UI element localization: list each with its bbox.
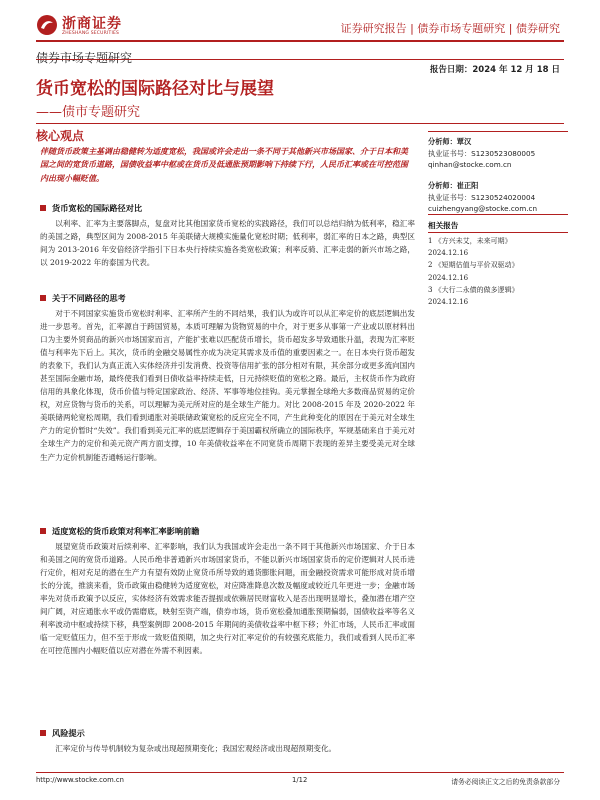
analyst-cert: 执业证书号：S1230523080005 <box>428 148 536 158</box>
sidebar-divider <box>428 232 568 233</box>
square-bullet-icon <box>40 205 46 211</box>
analyst-cert: 执业证书号：S1230524020004 <box>428 192 536 202</box>
section-paragraph: 展望宽货币政策对后续利率、汇率影响，我们认为我国或许会走出一条不同于其他新兴市场国家、介于日本和美国之间的宽货币道路。人民币绝非普通新兴市场国家货币，不能以新兴市场国家货币的定价逻辑对人民币进行定价，相对充足的潜在生产力有望有效防止宽货币所导致的通货膨胀问题，而金融投资需求可能形成对货币增长的分流，推演来看，货币政策由稳健转为适度宽松，对应降准降息次数及幅度或较近几年更进一步；金融市场率先对货币政策予以反应，实体经济有效需求能否提振或依赖居民财富收入是否出现明显增长，叠加潜在增产空间广阔，对应通胀水平或仍需磨底，映射至资产端，债券市场，货币宽松叠加通胀预期偏弱，国债收益率等名义利率波动中枢或持续下移，典型案例即 2008-2015 年期间的美债收益率中枢下移；外汇市场，人民币汇率或面临一定贬值压力，但不至于形成一致贬值预期，加之央行对汇率定价的有较强充底能力，我们或看到人民币汇率在可控范围内小幅贬值以应对潜在外需不利因素。 <box>40 542 415 656</box>
report-subtitle: ——债市专题研究 <box>36 105 141 120</box>
core-view-text: 伴随货币政策主基调由稳健转为适度宽松，我国或许会走出一条不同于其他新兴市场国家、介于日本和美国之间的宽货币道路，国债收益率中枢或在货币及低通胀预期影响下持续下行，人民币汇率或在可控范围内出现小幅贬值。 <box>40 146 408 183</box>
footer-url[interactable]: http://www.stocke.com.cn <box>36 776 124 784</box>
section-divider <box>36 59 564 60</box>
logo-text: 浙商证券 <box>62 16 122 32</box>
section-tag: 债券市场专题研究 <box>36 51 133 65</box>
core-view-heading: 核心观点 <box>36 129 85 143</box>
analyst-name: 分析师：崔正阳 <box>428 181 479 190</box>
section-2 <box>40 293 415 464</box>
section-paragraph: 以利率、汇率为主要落脚点，复盘对比其他国家货币宽松的实践路径，我们可以总结归纳为低利率，稳汇率的美国之路，典型区间为 2008-2015 年美联储大规模实施量化宽松时期；低利率，弱汇率的日本之路，典型区间为 2013-2016 年安倍经济学指引下日本央行持续实施各类宽松政策；利率反骑、汇率走弱的新兴市场之路，以 2019-2022 年的泰国为代表。 <box>40 219 415 268</box>
section-1 <box>40 203 415 269</box>
sidebar-divider <box>428 214 568 215</box>
header-divider <box>36 40 564 42</box>
square-bullet-icon <box>40 730 46 736</box>
related-report-date: 2024.12.16 <box>428 273 469 282</box>
related-report-title[interactable]: 1 《方兴未艾，未来可期》 <box>428 237 512 245</box>
section-paragraph: 汇率定价与传导机制较为复杂或出现超预期变化；我国宏观经济或出现超预期变化。 <box>55 744 337 753</box>
section-heading: 风险提示 <box>40 728 415 739</box>
related-report-title[interactable]: 2 《短期估值与平价双驱动》 <box>428 261 519 270</box>
logo-english-text: ZHESHANG SECURITIES <box>62 31 120 36</box>
report-title: 货币宽松的国际路径对比与展望 <box>36 79 274 99</box>
section-4 <box>40 728 415 755</box>
related-report-title[interactable]: 3 《大行二永债的做多逻辑》 <box>428 285 519 294</box>
footer-divider <box>36 772 564 773</box>
company-logo <box>36 12 126 40</box>
page-number: 1/12 <box>292 776 308 784</box>
analyst-email[interactable]: qinhan@stocke.com.cn <box>428 160 512 169</box>
related-reports-heading: 相关报告 <box>428 221 459 230</box>
report-category-nav: 证券研究报告 | 债券市场专题研究 | 债券研究 <box>340 22 560 35</box>
square-bullet-icon <box>40 295 46 301</box>
analyst-card <box>428 136 568 171</box>
section-heading: 适度宽松的货币政策对利率汇率影响前瞻 <box>40 526 415 537</box>
section-paragraph: 对于不同国家实施货币宽松时利率、汇率所产生的不同结果，我们认为或许可以从汇率定价的底层逻辑出发进一步思考。首先，汇率源自于跨国贸易，本质可理解为货物贸易的中介，对于更多从事第一产业或以原材料出口为主要外贸商品的新兴市场国家而言，产能扩张难以匹配货币增长，货币超发多导致通胀升温，表现为汇率贬值与利率先下后上。其次，货币的金融交易属性亦成为决定其需求及币值的重要因素之一。在日本央行货币超发的表象下，我们认为真正流入实体经济并引发消费、投资等信用扩张的部分相对有限，其余部分或更多流向国内甚至国际金融市场，最终使我们看到日债收益率持续走低，日元持续贬值的宽松之路。最后，主权货币作为政府信用的具象化体现，货币价值与特定国家政治、经济、军事等地位挂钩。美元掌握全球绝大多数商品贸易的定价权，对应货物与货币的关系，可以理解为美元所对应的是全球生产能力。对比 2008-2015 年及 2020-2022 年美联储两轮宽松周期，我们看到通胀对美联储政策宽松的反应完全不同，产生此种变化的原因在于美元对全球生产力的定价暂时“失效”。我们看到美元汇率的底层逻辑存于美国霸权所确立的国际秩序，军规基础来自于美元对全球生产力的定价和美元资产两方面支撑，10 年美债收益率在不同宽货币周期下表现的差异主要受美元对全球生产力定价机制能否通畅运行影响。 <box>40 309 415 462</box>
sidebar-divider <box>428 131 568 132</box>
logo-mark-icon <box>36 14 58 36</box>
section-heading: 关于不同路径的思考 <box>40 293 415 304</box>
analyst-email[interactable]: cuizhengyang@stocke.com.cn <box>428 204 538 213</box>
section-3 <box>40 526 415 657</box>
related-report-date: 2024.12.16 <box>428 298 469 307</box>
report-date: 报告日期：2024 年 12 月 18 日 <box>429 65 560 75</box>
analyst-card <box>428 180 568 215</box>
square-bullet-icon <box>40 528 46 534</box>
footer-disclaimer: 请务必阅读正文之后的免责条款部分 <box>451 778 560 786</box>
related-report-date: 2024.12.16 <box>428 249 469 258</box>
related-reports-list <box>428 235 568 308</box>
title-divider <box>36 123 564 124</box>
analyst-name: 分析师：覃汉 <box>428 137 472 146</box>
section-heading: 货币宽松的国际路径对比 <box>40 203 415 214</box>
